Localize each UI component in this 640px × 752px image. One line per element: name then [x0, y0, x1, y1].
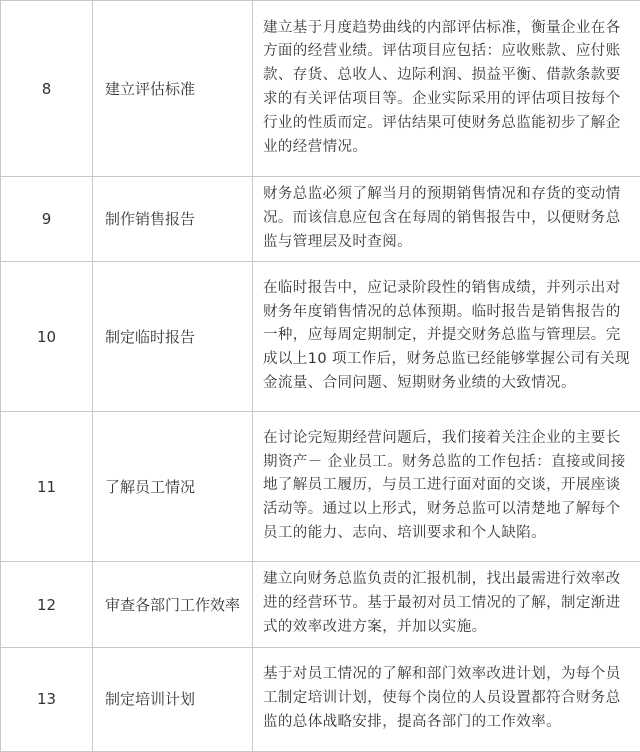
item-title: 制定临时报告 — [93, 262, 253, 412]
item-title: 制作销售报告 — [93, 177, 253, 262]
item-title: 制定培训计划 — [93, 647, 253, 751]
row-number: 8 — [1, 1, 93, 177]
table-row — [1, 177, 640, 262]
item-description: 基于对员工情况的了解和部门效率改进计划，为每个员工制定培训计划，使每个岗位的人员设置都符合财务总监的总体战略安排，提高各部门的工作效率。 — [253, 647, 640, 751]
table-row — [1, 262, 640, 412]
row-number: 12 — [1, 562, 93, 647]
item-description: 在临时报告中，应记录阶段性的销售成绩，并列示出对财务年度销售情况的总体预期。临时报告是销售报告的一种，应每周定期制定，并提交财务总监与管理层。完成以上10 项工作后，财务总监已经能够掌握公司有关现金流量、合同问题、短期财务业绩的大致情况。 — [253, 262, 640, 412]
table-row — [1, 1, 640, 177]
item-title: 审查各部门工作效率 — [93, 562, 253, 647]
row-number: 9 — [1, 177, 93, 262]
row-number: 11 — [1, 412, 93, 562]
item-description: 建立向财务总监负责的汇报机制，找出最需进行效率改进的经营环节。基于最初对员工情况的了解，制定渐进式的效率改进方案，并加以实施。 — [253, 562, 640, 647]
item-description: 建立基于月度趋势曲线的内部评估标准，衡量企业在各方面的经营业绩。评估项目应包括：应收账款、应付账款、存货、总收人、边际利润、损益平衡、借款条款要求的有关评估项目等。企业实际采用的评估项目按每个行业的性质而定。评估结果可使财务总监能初步了解企业的经营情况。 — [253, 1, 640, 177]
table-row — [1, 647, 640, 751]
item-description: 在讨论完短期经营问题后，我们接着关注企业的主要长期资产－ 企业员工。财务总监的工作包括：直接或间接地了解员工履历，与员工进行面对面的交谈，开展座谈活动等。通过以上形式，财务总监可以清楚地了解每个员工的能力、志向、培训要求和个人缺陷。 — [253, 412, 640, 562]
item-title: 建立评估标准 — [93, 1, 253, 177]
table-row — [1, 412, 640, 562]
item-description: 财务总监必须了解当月的预期销售情况和存货的变动情况。而该信息应包含在每周的销售报告中，以便财务总监与管理层及时查阅。 — [253, 177, 640, 262]
row-number: 10 — [1, 262, 93, 412]
table-row — [1, 562, 640, 647]
item-title: 了解员工情况 — [93, 412, 253, 562]
row-number: 13 — [1, 647, 93, 751]
